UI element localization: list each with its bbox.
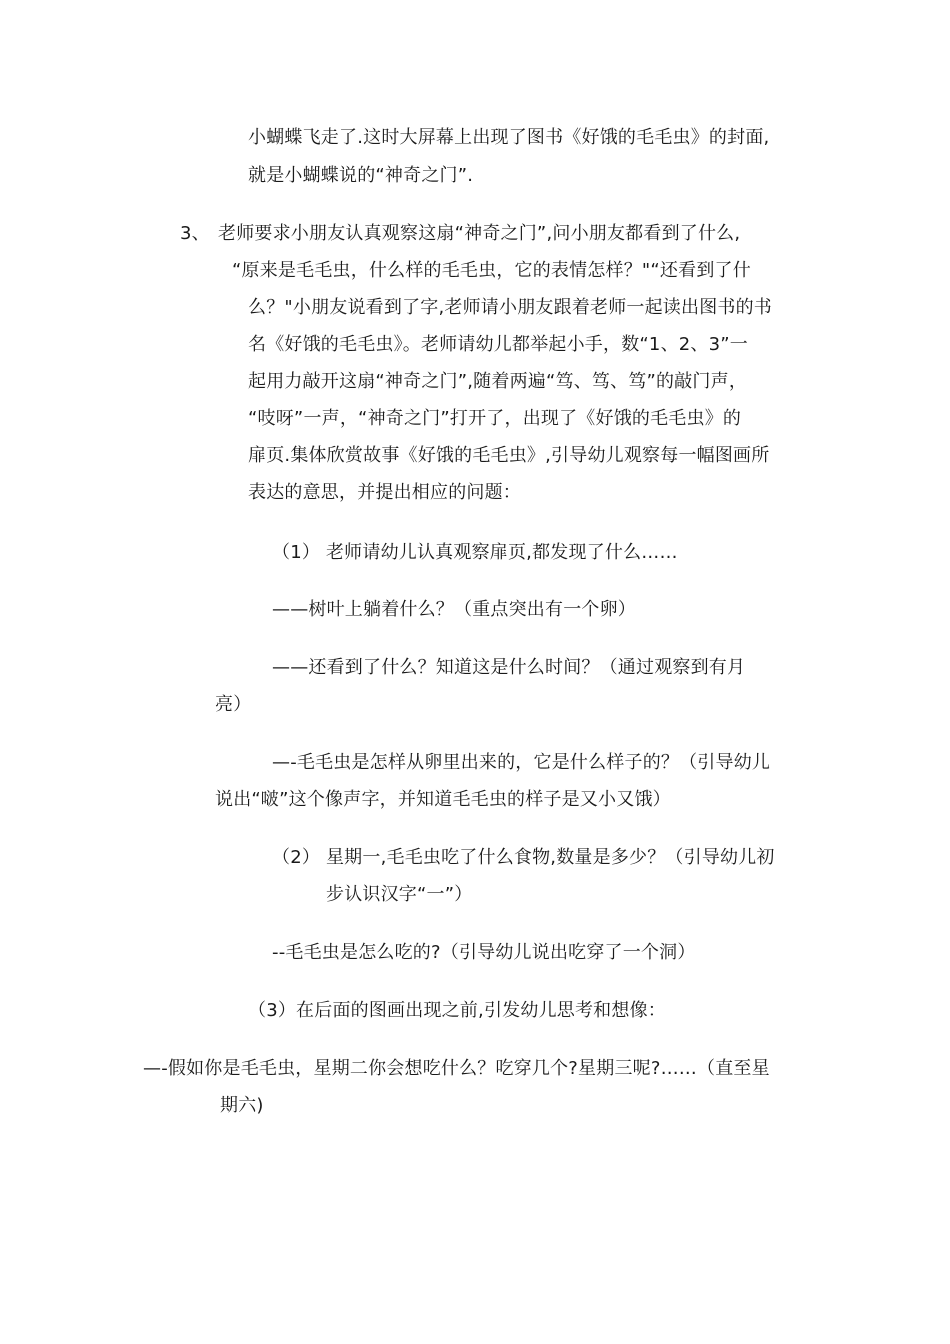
item-3-line-4: 名《好饿的毛毛虫》。老师请幼儿都举起小手，数“1、2、3”一 — [248, 334, 749, 355]
paragraph-1-line-2: 就是小蝴蝶说的“神奇之门”. — [248, 165, 474, 186]
item-3-line-3: 么？"小朋友说看到了字,老师请小朋友跟着老师一起读出图书的书 — [248, 297, 772, 318]
question-time-line-1: ——还看到了什么？知道这是什么时间？（通过观察到有月 — [272, 657, 746, 678]
question-imagine-line-2: 期六) — [220, 1095, 264, 1116]
item-3-line-6: “吱呀”一声，“神奇之门”打开了，出现了《好饿的毛毛虫》的 — [248, 408, 742, 429]
sub-item-1: （1） 老师请幼儿认真观察扉页,都发现了什么…… — [272, 542, 678, 563]
question-leaf: ——树叶上躺着什么？（重点突出有一个卵） — [272, 599, 636, 620]
sub-item-2-line-1: （2） 星期一,毛毛虫吃了什么食物,数量是多少？（引导幼儿初 — [272, 847, 775, 868]
sub-item-2-line-2: 步认识汉字“一”） — [326, 884, 473, 905]
question-eat: --毛毛虫是怎么吃的?（引导幼儿说出吃穿了一个洞） — [272, 942, 696, 963]
item-3-number: 3、 — [180, 223, 210, 244]
question-time-line-2: 亮） — [215, 694, 252, 715]
sub-item-3: （3）在后面的图画出现之前,引发幼儿思考和想像： — [248, 1000, 666, 1021]
question-imagine-line-1: —-假如你是毛毛虫，星期二你会想吃什么？吃穿几个?星期三呢?……（直至星 — [143, 1058, 770, 1079]
question-hatch-line-2: 说出“啵”这个像声字，并知道毛毛虫的样子是又小又饿） — [215, 789, 671, 810]
item-3-line-2: “原来是毛毛虫，什么样的毛毛虫，它的表情怎样？"“还看到了什 — [232, 260, 751, 281]
paragraph-1-line-1: 小蝴蝶飞走了.这时大屏幕上出现了图书《好饿的毛毛虫》的封面, — [248, 127, 770, 148]
item-3-line-7: 扉页.集体欣赏故事《好饿的毛毛虫》,引导幼儿观察每一幅图画所 — [248, 445, 770, 466]
item-3-line-1: 老师要求小朋友认真观察这扇“神奇之门”,问小朋友都看到了什么, — [218, 223, 741, 244]
item-3-line-5: 起用力敲开这扇“神奇之门”,随着两遍“笃、笃、笃”的敲门声， — [248, 371, 748, 392]
item-3-line-8: 表达的意思，并提出相应的问题： — [248, 482, 521, 503]
question-hatch-line-1: —-毛毛虫是怎样从卵里出来的，它是什么样子的？（引导幼儿 — [272, 752, 771, 773]
